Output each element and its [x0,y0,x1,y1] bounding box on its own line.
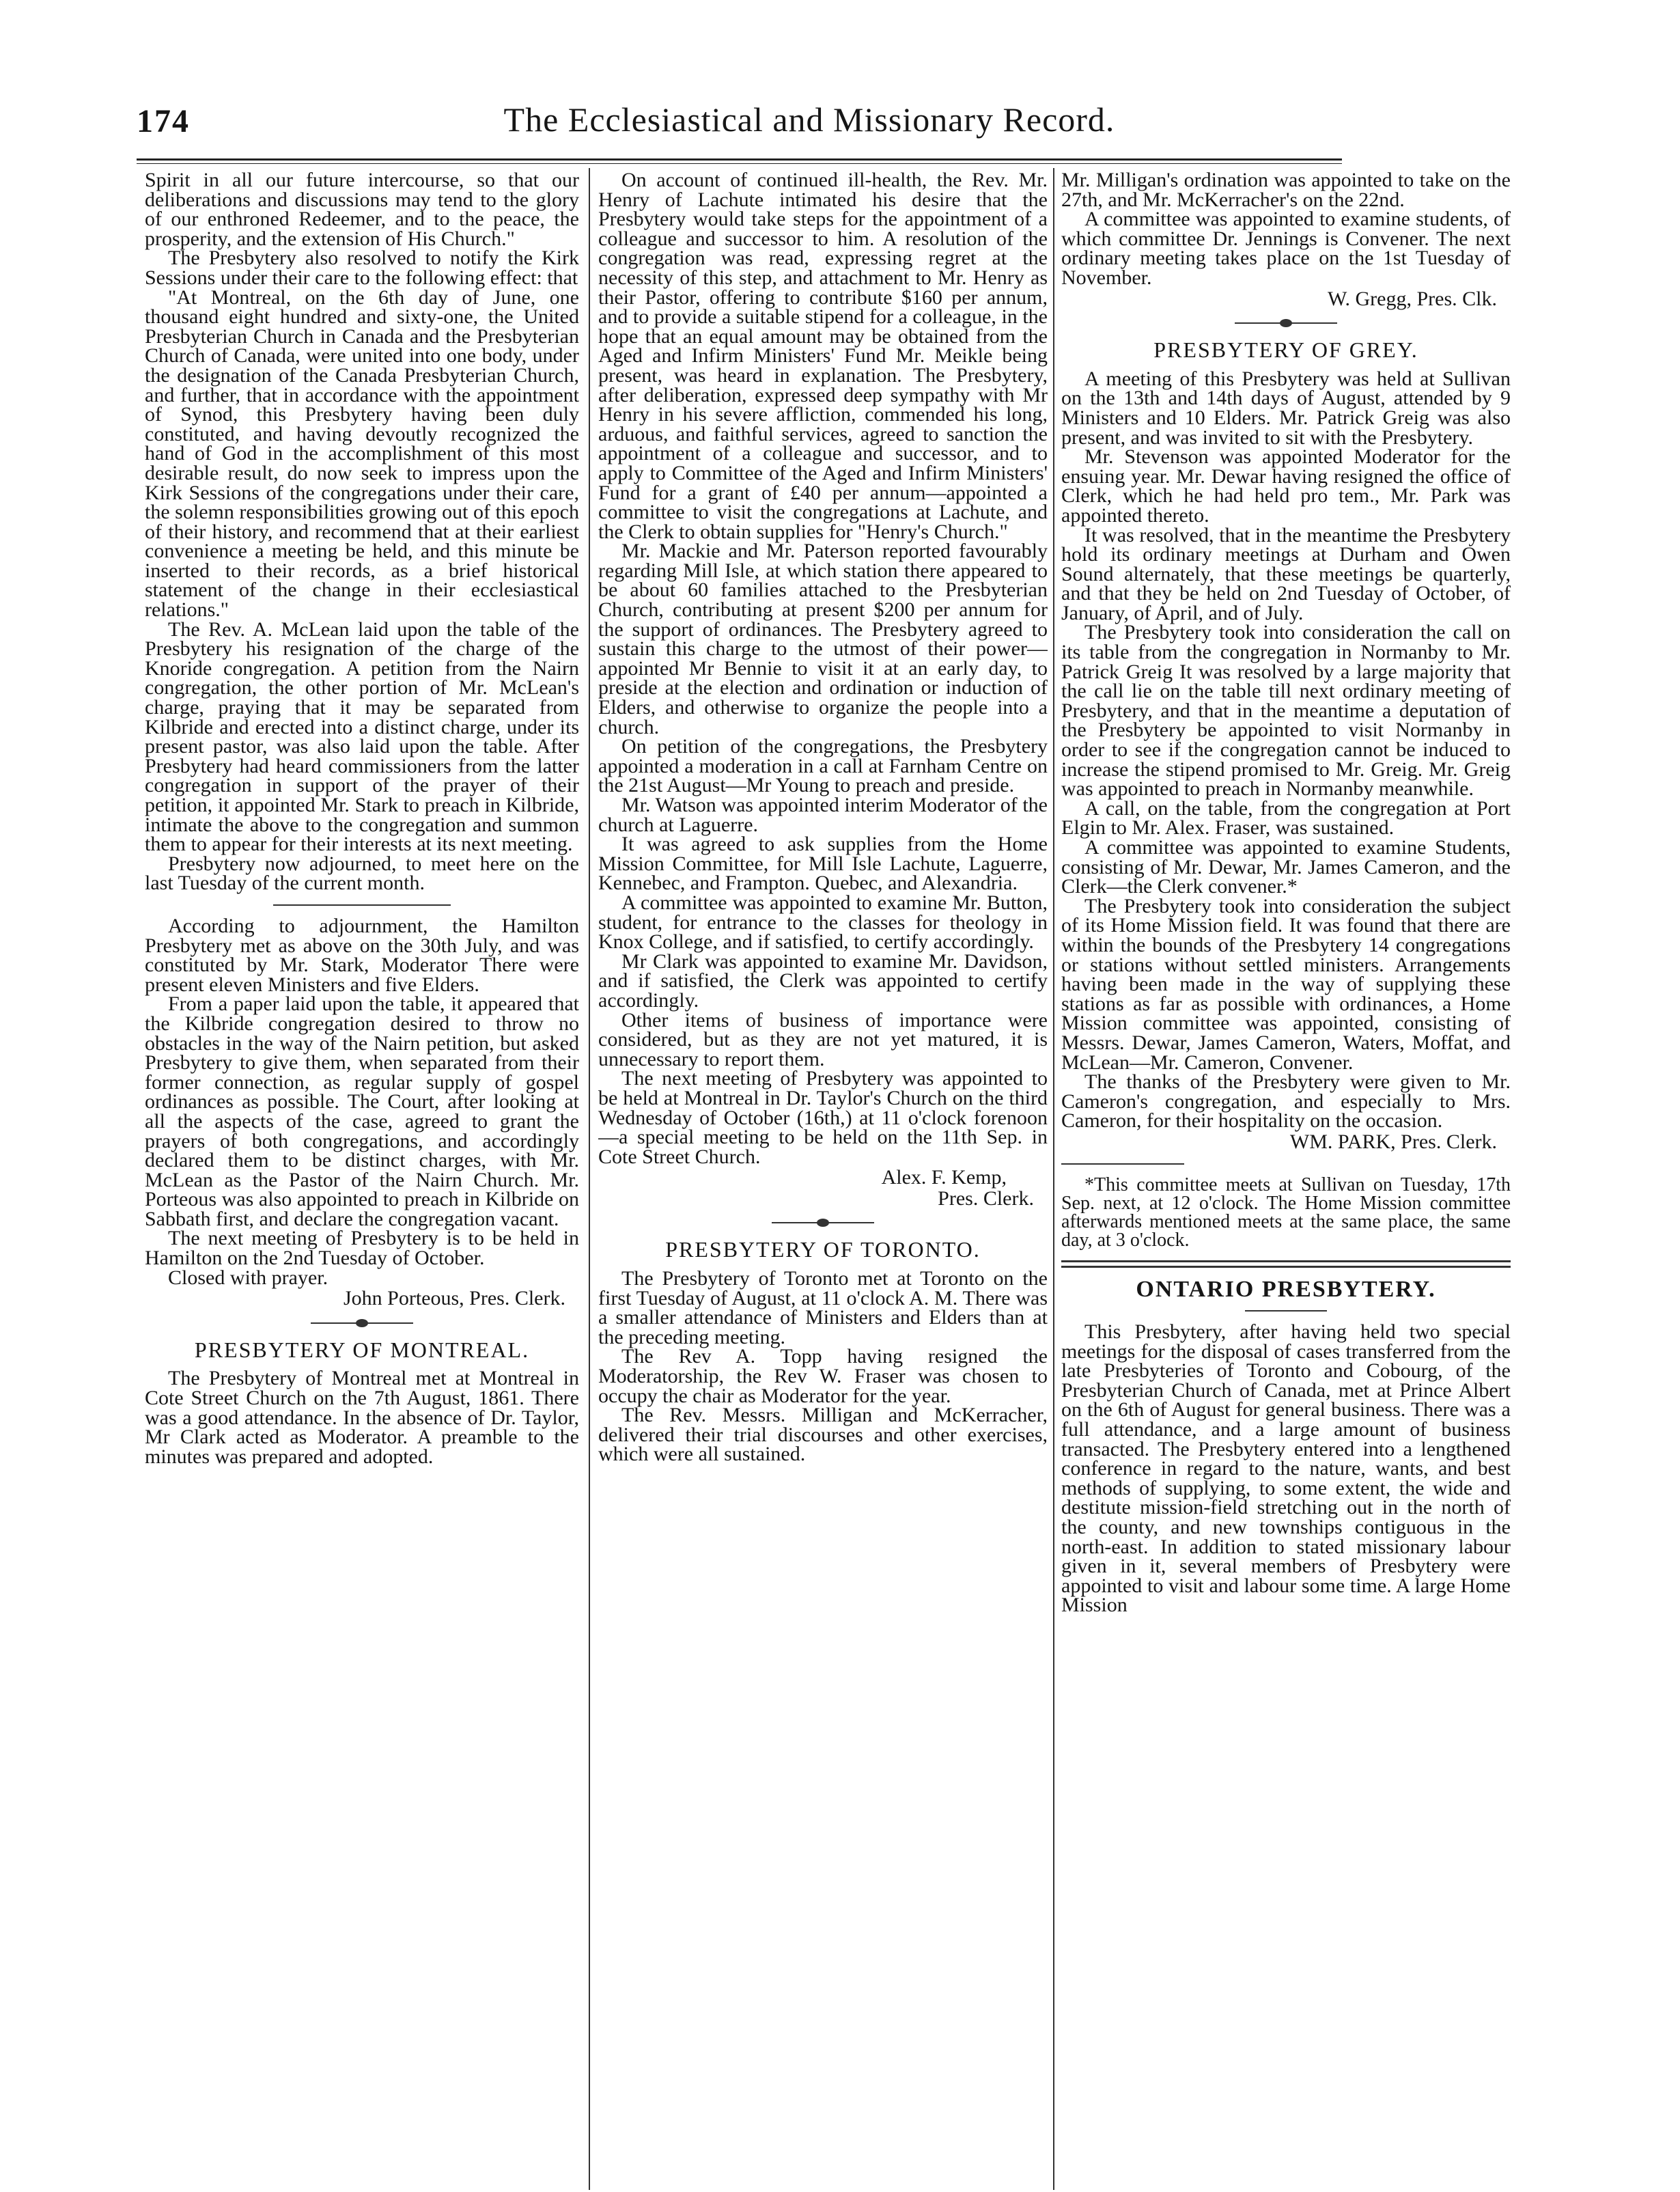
signature-gregg: W. Gregg, Pres. Clk. [1327,287,1497,310]
paragraph: The next meeting of Presbytery was appointed to be held at Montreal in Dr. Taylor's Church on the third Wednesday of October (16th,) at 11 o'clock forenoon—a special meeting to be held on the 11th Sep. in Cote Street Church. [598,1067,1048,1168]
signature-park: WM. PARK, Pres. Clerk. [1289,1130,1497,1153]
paragraph: The Presbytery also resolved to notify the Kirk Sessions under their care to the following effect: that [145,247,579,289]
ornament-divider [1235,318,1337,328]
paragraph: A meeting of this Presbytery was held at Sullivan on the 13th and 14th days of August, attended by 9 Ministers and 10 Elders. Mr. Patrick Greig was also present, and was invited to sit with the Presbytery. [1061,367,1511,449]
paragraph: Mr Clark was appointed to examine Mr. Davidson, and if satisfied, the Clerk was appointed to certify accordingly. [598,949,1048,1012]
section-heading-toronto: PRESBYTERY OF TORONTO. [665,1237,981,1262]
paragraph: A committee was appointed to examine Mr. Button, student, for entrance to the classes for theology in Knox College, and if satisfied, to certify accordingly. [598,891,1048,954]
paragraph: A committee was appointed to examine students, of which committee Dr. Jennings is Convener. The next ordinary meeting takes place on the 1st Tuesday of November. [1061,208,1511,289]
paragraph: The Rev A. Topp having resigned the Moderatorship, the Rev W. Fraser was chosen to occupy the chair as Moderator for the year. [598,1345,1048,1407]
heading-underline [1245,1310,1327,1312]
paragraph: Other items of business of importance were considered, but as they are not yet matured, it is unnecessary to report them. [598,1008,1048,1070]
paragraph: The Presbytery took into consideration the subject of its Home Mission field. It was found that there are within the bounds of the Presbytery 14 congregations or stations without settled ministers. Arrangements having been made in the way of supplying these stations as far as possible with ordinances, a Home Mission committee was appointed, consisting of Messrs. Dewar, James Cameron, Waters, Moffat, and McLean—Mr. Cameron, Convener. [1061,894,1511,1074]
paragraph: A call, on the table, from the congregation at Port Elgin to Mr. Alex. Fraser, was sustained. [1061,796,1511,840]
paragraph: Closed with prayer. [168,1266,328,1289]
paragraph: The Presbytery of Toronto met at Toronto on the first Tuesday of August, at 11 o'clock A. M. There was a smaller attendance of Ministers and Elders than at the preceding meeting. [598,1267,1048,1348]
footnote-rule [1061,1163,1184,1165]
paragraph: The thanks of the Presbytery were given to Mr. Cameron's congregation, and especially to Mrs. Cameron, for their hospitality on the occasion. [1061,1070,1511,1133]
column-left [145,171,579,2186]
section-heading-ontario: ONTARIO PRESBYTERY. [1136,1276,1436,1302]
paragraph: According to adjournment, the Hamilton Presbytery met as above on the 30th July, and was constituted by Mr. Stark, Moderator There were present eleven Ministers and five Elders. [145,914,579,996]
footnote: *This committee meets at Sullivan on Tuesday, 17th Sep. next, at 12 o'clock. The Home Mission committee afterwards mentioned meets at the same place, the same day, at 3 o'clock. [1061,1174,1511,1251]
paragraph: Mr. Milligan's ordination was appointed to take on the 27th, and Mr. McKerracher's on the 22nd. [1061,171,1511,211]
header-rule-thin [137,163,1342,164]
signature-porteous: John Porteous, Pres. Clerk. [344,1287,565,1310]
paragraph: Presbytery now adjourned, to meet here on the last Tuesday of the current month. [145,852,579,895]
header-rule [137,158,1342,161]
page-header [137,97,1339,146]
column-right [1061,171,1511,2186]
paragraph: It was agreed to ask supplies from the Home Mission Committee, for Mill Isle Lachute, Laguerre, Kennebec, and Frampton. Quebec, and Alexandria. [598,833,1048,895]
paragraph: From a paper laid upon the table, it appeared that the Kilbride congregation desired to throw no obstacles in the way of the Nairn petition, but asked Presbytery to give them, when separated from their former connection, as regular supply of gospel ordinances as possible. The Court, after looking at all the aspects of the case, agreed to grant the prayers of both congregations, and accordingly declared them to be distinct charges, with Mr. McLean as the Pastor of the Nairn Church. Mr. Porteous was also appointed to preach in Kilbride on Sabbath first, and declare the congregation vacant. [145,993,579,1230]
column-divider-right [1053,168,1054,2190]
paragraph: The Presbytery of Montreal met at Montreal in Cote Street Church on the 7th August, 1861. There was a good attendance. In the absence of Dr. Taylor, Mr Clark acted as Moderator. A preamble to the minutes was prepared and adopted. [145,1367,579,1468]
paragraph: A committee was appointed to examine Students, consisting of Mr. Dewar, Mr. James Cameron, and the Clerk—the Clerk convener.* [1061,836,1511,898]
ornament-divider [772,1218,874,1227]
paragraph: It was resolved, that in the meantime the Presbytery hold its ordinary meetings at Durham and Owen Sound alternately, that these meetings be quarterly, and that they be held on 2nd Tuesday of October, of January, of April, and of July. [1061,523,1511,624]
paragraph: "At Montreal, on the 6th day of June, one thousand eight hundred and sixty-one, the United Presbyterian Church in Canada and the Presbyterian Church of Canada, were united into one body, under the designation of the Canada Presbyterian Church, and further, that in accordance with the appointment of Synod, this Presbytery having been duly constituted, and having devoutly recognized the hand of God in the accomplishment of this most desirable result, do now seek to impress upon the Kirk Sessions of the congregations under their care, the solemn responsibilities growing out of this epoch of their history, and recommend that at their earliest convenience a meeting be held, and this minute be inserted to their records, as a brief historical statement of the change in their ecclesiastical relations." [145,286,579,622]
page-number: 174 [137,103,190,139]
paragraph: On petition of the congregations, the Presbytery appointed a moderation in a call at Farnham Centre on the 21st August—Mr Young to preach and preside. [598,735,1048,797]
paragraph: Spirit in all our future intercourse, so that our deliberations and discussions may tend to the glory of our enthroned Redeemer, and to the peace, the prosperity, and the extension of His Church." [145,171,579,250]
paragraph: On account of continued ill-health, the Rev. Mr. Henry of Lachute intimated his desire that the Presbytery would take steps for the appointment of a colleague and successor to him. A resolution of the congregation was read, expressing regret at the necessity of this step, and attachment to Mr. Henry as their Pastor, offering to contribute $160 per annum, and to provide a suitable stipend for a colleague, in the hope that an equal amount may be obtained from the Aged and Infirm Ministers' Fund Mr. Meikle being present, was heard in explanation. The Presbytery, after deliberation, expressed deep sympathy with Mr Henry in his severe affliction, commended his long, arduous, and faithful services, agreed to sanction the appointment of a colleague and successor, and to apply to Committee of the Aged and Infirm Ministers' Fund for a grant of £40 per annum—appointed a committee to visit the congregations at Lachute, and the Clerk to obtain supplies for "Henry's Church." [598,171,1048,543]
section-heading-montreal: PRESBYTERY OF MONTREAL. [194,1337,530,1362]
column-divider-left [589,168,590,2190]
ornament-divider [311,1318,413,1328]
section-heading-grey: PRESBYTERY OF GREY. [1153,337,1418,363]
signature-kemp-name: Alex. F. Kemp, [881,1166,1007,1189]
paragraph: The Presbytery took into consideration the call on its table from the congregation in Normanby to Mr. Patrick Greig It was resolved by a large majority that the call lie on the table till next ordinary meeting of Presbytery, and that in the meantime a deputation of the Presbytery be appointed to visit Normanby in order to see if the congregation cannot be induced to increase the stipend promised to Mr. Greig. Mr. Greig was appointed to preach in Normanby meanwhile. [1061,621,1511,801]
paragraph: The Rev. Messrs. Milligan and McKerracher, delivered their trial discourses and other exercises, which were all sustained. [598,1404,1048,1466]
paragraph: The Rev. A. McLean laid upon the table of the Presbytery his resignation of the charge of the Knoride congregation. A petition from the Nairn congregation, the other portion of Mr. McLean's charge, praying that it may be separated from Kilbride and erected into a distinct charge, under its present pastor, was also laid upon the table. After Presbytery had heard commissioners from the latter congregation in support of the prayer of their petition, it appointed Mr. Stark to preach in Kilbride, intimate the above to the congregation and summon them to appear for their interests at its next meeting. [145,618,579,856]
section-rule [273,904,451,906]
column-middle [598,171,1048,2186]
journal-title: The Ecclesiastical and Missionary Record. [503,100,1115,139]
paragraph: The next meeting of Presbytery is to be held in Hamilton on the 2nd Tuesday of October. [145,1227,579,1270]
signature-kemp-title: Pres. Clerk. [938,1187,1034,1210]
paragraph: Mr. Mackie and Mr. Paterson reported favourably regarding Mill Isle, at which station there appeared to be about 60 families attached to the Presbyterian Church, contributing at present $200 per annum for the support of ordinances. The Presbytery agreed to sustain this charge to the utmost of their power—appointed Mr Bennie to visit it at an early day, to preside at the election and ordination or induction of Elders, and otherwise to organize the people into a church. [598,540,1048,738]
paragraph: This Presbytery, after having held two special meetings for the disposal of cases transferred from the late Presbyteries of Toronto and Cobourg, of the Presbyterian Church of Canada, met at Prince Albert on the 6th of August for general business. There was a full attendance, and a large amount of business transacted. The Presbytery entered into a lengthened conference in regard to the nature, wants, and best methods of supplying, to some extent, the wide and destitute mission-field stretching out in the north of the county, and new townships contiguous in the north-east. In addition to stated missionary labour given in it, several members of Presbytery were appointed to visit and labour some time. A large Home Mission [1061,1320,1511,1617]
paragraph: Mr. Stevenson was appointed Moderator for the ensuing year. Mr. Dewar having resigned the office of Clerk, which he had held pro tem., Mr. Park was appointed thereto. [1061,445,1511,527]
paragraph: Mr. Watson was appointed interim Moderator of the church at Laguerre. [598,794,1048,836]
double-rule [1061,1260,1511,1268]
